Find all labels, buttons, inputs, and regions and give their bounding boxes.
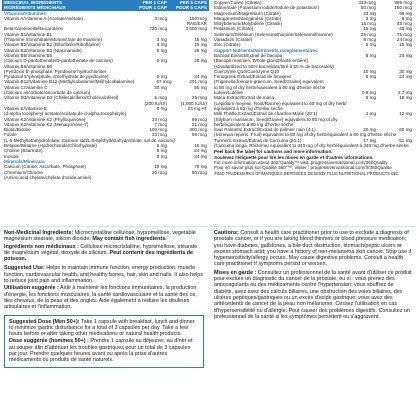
left-facts-row-name: Calcium (Citrate, Ascorbate, Phosphate) (4, 164, 86, 170)
left-facts-rows (2, 11, 209, 181)
right-facts-row-name: (Bacopa monnieri, Whole plant/Plante entière) (214, 58, 308, 64)
left-facts-row-per-cap: 15 mg (154, 164, 167, 170)
left-facts-row-per-cap: 3 mg (156, 42, 167, 48)
right-facts-row-per-caps: 2.7 mg (397, 90, 412, 96)
peel-note: Peel back the label for cautions and more information. Soulevez l'étiquette pour lire les mises en garde et d'autres informations. (214, 149, 374, 160)
left-facts-row-per-cap: 5 mcg (154, 95, 167, 101)
right-facts-row-per-cap: 333 mcg (358, 0, 376, 5)
left-facts-row-name: Vitamin B1/Vitamine B1 (4, 31, 53, 37)
left-facts-row-name: Folate (4, 132, 17, 138)
left-facts-row-per-caps: 150 mcg (189, 15, 207, 21)
right-facts-row-name: Fenugreek Extract/Extrait de fenugrec (214, 74, 292, 80)
right-facts-row-name: (Serenoa repens, Fruit) equivalent to 80 mg of dry herb/équivalent à 80 mg d'herbe sèche (214, 132, 397, 138)
left-facts-row-per-cap: 5 mg (156, 58, 167, 64)
left-facts-row-per-caps: 25 mcg (191, 95, 207, 101)
left-facts-row-per-caps: 201 mcg (189, 79, 207, 85)
right-facts-rows (212, 0, 414, 148)
right-facts-row-name: to 80 mg of dry herb/équivalent à 80 mg d'herbe sèche (214, 84, 326, 90)
left-facts-row-per-cap: 8 mg (156, 105, 167, 111)
left-facts-row-per-caps: 25 mg (194, 58, 207, 64)
right-facts-row-per-cap: 3 mg (365, 15, 376, 21)
right-facts-row (214, 143, 412, 148)
left-facts-row-per-cap: 8 mg (156, 148, 167, 154)
left-facts-row-name: Vitamin D3/Vitamine D3 (Cholecalciferol/Cholécalciférol) (4, 95, 119, 101)
right-facts-row-per-caps: 24 mg (399, 52, 412, 58)
right-facts-row-name: Selenium/Sélénium (Selenomethionine/Sélénométhionine) (214, 31, 333, 37)
right-facts-row-name: Maca Extract/Extrait de maca (214, 95, 274, 101)
right-facts-row-name: équivalent à 60 mg d'herbe sèche (214, 105, 283, 111)
trademark: ®/MD TRADEMARKS OF/MARQUES DÉPOSÉES DE BODY PLUS NUTRITIONAL PRODUCTS INC. (214, 170, 400, 176)
right-facts-row-per-caps: 150 mcg (394, 5, 412, 11)
right-facts-row-name: Turmeric Extract/Extrait de Curcuma (20:1) (214, 137, 302, 143)
right-facts-row-name: Bacopa Extract/Extrait de bacopa (214, 52, 283, 58)
left-facts-row-per-caps: (1,000 IU/UI) (180, 100, 207, 106)
left-facts-row-per-caps: 75 mg (194, 164, 207, 170)
left-facts-row-per-caps: 90 mg (194, 84, 207, 90)
right-facts-row-per-cap: 8 mg (365, 74, 376, 80)
left-facts-header: MEDICINAL INGREDIENTS PER 1 CAP PER 5 CAPS INGRÉDIENTS MÉDICINAUX POUR 1 CAP POUR 5 CAPS (4, 0, 207, 11)
right-facts-row-per-caps: 99 mg (399, 10, 412, 16)
left-facts-row-per-cap: 5 mg (156, 74, 167, 80)
right-facts-row-per-caps: 45 mg (399, 26, 412, 32)
left-facts-row-name: Vitamin B12/Vitamine B12 (Methylcobalamin/Méthylcobalamine) (4, 79, 135, 85)
right-facts-row-name: (Curcuma longa, Rhizome) equivalent to 340 mg of dry herb/équivalent à 340 mg d'herbe sèche (214, 143, 409, 149)
right-facts-row-per-cap: 8 mg (365, 52, 376, 58)
left-facts-row-per-caps: 15 mg (194, 42, 207, 48)
left-facts-row-per-caps: 60 mcg (191, 169, 207, 175)
right-facts-row-per-caps: 24 mcg (396, 37, 412, 43)
left-facts-row-per-cap: 100 mcg (149, 127, 167, 133)
right-facts-row-name: (Silybum marianum, Seed/Graine) equivalent to 80 mg of dry (214, 116, 338, 122)
left-facts-row-per-caps: 3,600 mcg (185, 26, 207, 32)
left-facts-row-name: Biotin/Biotine (4, 127, 31, 133)
left-facts-row-name: (Thiamine mononitrate/Mononitrate de thiamine) (4, 37, 103, 43)
right-facts-row-per-cap: 8 mcg (363, 37, 376, 43)
left-facts-row-per-cap: 5 mg (156, 143, 167, 149)
left-facts-row-name: Vitamin B6/Vitamine B6 (4, 63, 53, 69)
left-facts-row-per-caps: 300 mcg (189, 127, 207, 133)
right-facts-row-per-caps: 999 mcg (394, 0, 412, 5)
left-facts-row-per-cap: 33 mcg (151, 116, 167, 122)
caution-fr: Mises en garde : Consultez un professionnel de la santé avant d'utiliser ce produit pour exclure un diagnostic du cancer de la prostate, ou si : vous prenez des anticoagulants ou des médicaments contre l'hypertension; vous souffrez de diabète, avez avez des calculs biliaires, une obstruction des voies biliaires, des ulcères peptiques/gastriques ou un excès d'acide gastrique; vous avez des antécédents de cancer de la peau non mélanome. Cessez l'utilisation en cas d'hypersensibilité ou d'allergie. Peut causer des problèmes digestifs. Consultez un professionnel de la santé si les symptômes persistent ou s'aggravent. (214, 269, 412, 320)
right-facts-row-per-cap: 15 mcg (360, 21, 376, 27)
left-facts-row-name: Minerals/Minéraux (4, 158, 45, 164)
left-facts-row-name: Betaine/Bétaïne (Hydrochloride/Chlorhydrate) (4, 143, 97, 149)
right-facts-row-name: Lutein/Lutéine (214, 90, 243, 96)
right-facts-row-per-cap: 20 mg (363, 127, 376, 133)
right-facts-row-per-cap: 0.9 mg (361, 90, 376, 96)
right-facts-row-per-caps: 45 mcg (396, 21, 412, 27)
left-facts-row-name: Vitamin K2/Vitamine K2 (Phylloquinone) (4, 116, 86, 122)
left-facts-row-per-cap: 67 mcg (156, 79, 172, 85)
section-divider (0, 226, 416, 227)
right-facts-row-per-caps: 75 mcg (396, 31, 412, 37)
right-facts-row-per-cap: 4 mg (365, 111, 376, 117)
dose-en: Suggested Dose (Men 50+): Take 1 capsule with breakfast, lunch and dinner to minimize gastric disturbance for a total of 3 capsules per day. Take a few hours before or after taking other medications or natural health products. (9, 318, 195, 338)
left-facts-row-per-cap: 33 mcg (151, 132, 167, 138)
left-facts-row-per-caps: 24 mg (194, 153, 207, 159)
nmi-en: Non-Medicinal Ingredients: Microcrystalline cellulose, hypromellose, vegetable magnesium stearate, silicon dioxide. May contain fish ingredients. (4, 230, 196, 243)
right-facts-row-name: Potassium (Citrate) (214, 26, 254, 32)
right-facts-row-per-cap: 17 mg (363, 137, 376, 143)
right-facts-row-per-caps: 12 mg (399, 111, 412, 117)
right-facts-row-per-cap: 50 mcg (360, 5, 376, 11)
left-facts-row-name: Chromium/Chrome (4, 169, 43, 175)
right-facts-row-per-cap: 6 mg (365, 95, 376, 101)
use-fr: Utilisation suggérée : Aide à maintenir les fonctions immunitaires, la production d'énergie, les fonctions musculaires, la santé cardiovasculaire et la santé des os, des cheveux, de la peau et des ongles. Aide également à réduire les douleurs articulaires et l'inflammation. (4, 285, 197, 311)
left-facts-row-name: Vitamin B2/Vitamine B2 (Riboflavin/Riboflavine) (4, 42, 101, 48)
left-facts-row-per-caps: 15 mg (194, 37, 207, 43)
right-facts-row-per-caps: 30 mg (399, 68, 412, 74)
right-facts-row-per-cap: 10 mg (363, 68, 376, 74)
left-facts-row-per-caps: 24 mg AT (187, 105, 207, 111)
left-facts-row-per-caps: RAE/EAR (186, 21, 207, 27)
right-facts-row-name: (Trigonella foenum-graecum, Seed/Graine) equivalent (214, 79, 324, 85)
right-facts-row-name: Molybdenum/Molybdène (Citrate) (214, 21, 282, 27)
right-facts-row-name: Magnesium/Magnésium (Citrate) (214, 10, 281, 16)
left-facts-row-name: (Calcium D-pantothenate/D-pantothénate de calcium) (4, 58, 113, 64)
lower-right-column (214, 230, 412, 320)
left-facts-row-per-caps: 21 mcg (191, 121, 207, 127)
right-facts-row-name: Zinc (Citrate) (214, 42, 241, 48)
left-facts-row-name: (Pyridoxal 5'-phosphate, Pyridoxine hydrochloride/ (4, 68, 107, 74)
left-facts-row-per-caps: 24 mg (194, 74, 207, 80)
left-facts-row-per-cap: (200 IU/UI) (144, 100, 167, 106)
use-en: Suggested Use: Helps to maintain immune function, energy production, muscle function, cardiovascular health, and healthy bones, hair, skin and nails. It also helps to reduce joint pain and inflammation. (4, 265, 203, 285)
right-facts-row-name: (standardized to 50% bacosides/titré à 50 % de bacosides) (214, 63, 334, 69)
right-facts-row-per-cap: 25 mcg (360, 31, 376, 37)
lower-left-column (4, 230, 204, 368)
left-facts-panel (2, 0, 209, 180)
right-facts-row-name: Vanadium (Citrate) (214, 37, 253, 43)
right-facts-row-name: Iodine/Iode (Potassium iodide/Iodure de potassium) (214, 5, 319, 11)
right-facts-row-name: Saw Palmetto Extract/Extrait de palmier nain (4:1) (214, 127, 316, 133)
right-facts-row-per-caps (410, 143, 412, 148)
left-facts-row-name: (L-5-Methyltetrahydrofolate, Calcium salt/L-5-Méthyltétrahydrofolate, sel de calcium) (4, 137, 175, 143)
left-facts-row-name: (d-alpha tocopheryl acetate/Acétate de d-alpha tocophéryle) (4, 111, 127, 117)
left-facts-row-per-caps: 99 mcg (191, 116, 207, 122)
left-facts-row-name: Pyridoxal 5'-phosphate, chlorhydrate de pyridoxine) (4, 74, 109, 80)
right-facts-row-per-cap: 33 mg (363, 10, 376, 16)
left-facts-row-per-caps: 24 mg (194, 148, 207, 154)
right-facts-row-per-caps: 51 mg (399, 137, 412, 143)
left-facts-row-per-cap: 5 mg (156, 47, 167, 53)
right-facts-row-name: (Lepidium meyenii, Root/Racine) equivalent to 60 mg of dry herb/ (214, 100, 347, 106)
dose-box (4, 315, 204, 368)
left-facts-row-name: (Calcium ascorbate/Ascorbate de calcium) (4, 90, 91, 96)
left-facts-row-per-cap: 8 mg (156, 153, 167, 159)
nmi-fr: Ingrédients non médicinaux : Cellulose microcristalline, hypromellose, stéarate de magnésium végétal, dioxyde de silicium. Peut contenir des ingrédients de poisson. (4, 243, 198, 263)
right-facts-row-per-cap: 15 mg (363, 26, 376, 32)
right-facts-panel (212, 0, 414, 176)
left-facts-row-per-caps: 25 mg (194, 47, 207, 53)
dose-fr: Dose suggérée (hommes 50+) : Prendre 1 capsule au déjeuner, au dîner et au souper afin d'atténuer les troubles gastriques pour un total de 3 capsules par jour. Prendre quelques heures avant ou après la prise d'autres médicaments ou produits de santé naturels. (9, 338, 193, 364)
left-facts-row-name: Vitamin B3/Vitamine B3 (Niacinamide) (4, 47, 82, 53)
left-facts-row-name: Vitamins/Vitamines (4, 10, 46, 16)
left-facts-row-per-cap: 720 mcg (149, 26, 167, 32)
left-facts-row-name: Vitamin C/Vitamine C (4, 84, 48, 90)
right-facts-row-per-caps: 24 mg (399, 74, 412, 80)
right-facts-row-name: Coenzyme Q10/Coenzyme Q10 (214, 68, 280, 74)
left-facts-row-name: Vitamin A/Vitamine A (Acetate/Acétate) (4, 15, 83, 21)
caution-en: Cautions: Consult a health care practitioner prior to use to exclude a diagnosis of prostate cancer, or if you are taking blood thinners or blood pressure medication; you have diabetes, gallstones, a bile duct obstruction, stomach/peptic ulcers or excess stomach acid; you have a history of non-melanoma skin cancer. Stop use if hypersensitivity/allergy occurs. May cause digestive problems. Consult a health care practitioner if symptoms persist or worsen. (214, 230, 412, 268)
left-facts-row-name: Beta-carotene/Bêta-carotène (4, 26, 63, 32)
right-facts-row-name: Milk Thistle Extract/Extrait de chardon-Marie (20:1) (214, 111, 318, 117)
left-facts-row-name: Inositol (4, 153, 19, 159)
left-facts-row-per-caps: 99 mcg (191, 132, 207, 138)
left-facts-row-per-cap: 3 mcg (154, 15, 167, 21)
left-facts-row-name: Vitamin B5/Vitamine B5 (4, 52, 53, 58)
right-facts-row-name: Copper/Cuivre (Citrate) (214, 0, 262, 5)
right-facts-row-per-caps: 15 mg (399, 42, 412, 48)
left-facts-row-per-cap: 30 mg (154, 84, 167, 90)
left-facts-row (4, 175, 207, 180)
left-facts-row-per-cap: 3 mg (156, 37, 167, 43)
left-facts-row-name: Choline (Bitartrate) (4, 148, 43, 154)
left-facts-row-per-caps: 15 mg (194, 143, 207, 149)
left-facts-row-per-cap (125, 175, 167, 180)
right-facts-row-per-caps: 9 mg (401, 15, 412, 21)
left-facts-row-name: Vitamin K2/Vitamine K2 (Menaquinone-7) (4, 121, 89, 127)
quality-info: For more information about 360°Quality™ visit: progressivenutritional.com/360Quality Pour en savoir plus sur Qualité 360°™, visiter : progressivenutritional.com/fr/360Qualite (214, 159, 392, 171)
right-facts-row-per-caps: 60 mg (399, 127, 412, 133)
left-facts-row-per-cap: 7 mcg (154, 121, 167, 127)
left-facts-row-per-cap: 20 mcg (151, 169, 167, 175)
right-facts-row-per-cap: 5 mg (365, 42, 376, 48)
right-facts-row-name: herb/équivalent à 80 mg d'herbe sèche (214, 121, 294, 127)
right-facts-row-name: Support Nutrients/Nutriments complémentaires (214, 47, 318, 53)
right-facts-row-per-caps: 18 mg (399, 95, 412, 101)
left-facts-row-per-caps (167, 175, 207, 180)
left-facts-row-name: (Amino acid chelate/chélate d'acide aminé) (4, 174, 92, 180)
left-facts-row-name: Vitamin E/Vitamine E (4, 105, 47, 111)
right-facts-row-name: Manganese/Manganèse (Citrate) (214, 15, 282, 21)
